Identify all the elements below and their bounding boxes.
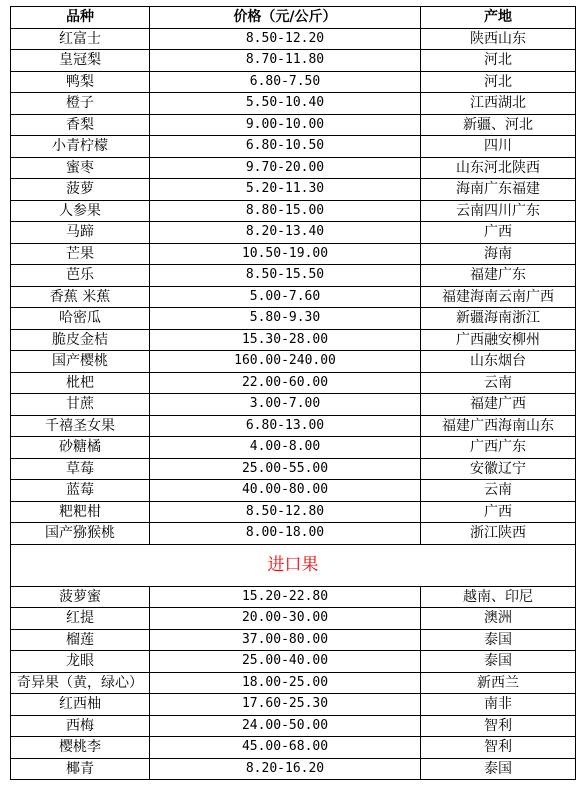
table-row — [11, 415, 576, 437]
price-cell: 15.20-22.80 — [150, 586, 421, 608]
variety-cell: 芒果 — [11, 243, 150, 265]
price-cell: 5.80-9.30 — [150, 308, 421, 330]
table-row — [11, 157, 576, 179]
origin-cell: 广西广东 — [421, 437, 576, 459]
variety-cell: 红富士 — [11, 28, 150, 50]
table-row — [11, 28, 576, 50]
origin-cell: 云南 — [421, 372, 576, 394]
table-row — [11, 394, 576, 416]
price-cell: 9.00-10.00 — [150, 114, 421, 136]
fruit-price-table — [10, 6, 576, 780]
price-cell: 24.00-50.00 — [150, 715, 421, 737]
variety-cell: 椰青 — [11, 758, 150, 780]
price-cell: 8.50-12.80 — [150, 501, 421, 523]
variety-cell: 蓝莓 — [11, 480, 150, 502]
variety-cell: 人参果 — [11, 200, 150, 222]
origin-cell: 海南广东福建 — [421, 179, 576, 201]
origin-cell: 泰国 — [421, 629, 576, 651]
price-cell: 8.20-16.20 — [150, 758, 421, 780]
variety-cell: 马蹄 — [11, 222, 150, 244]
table-row — [11, 329, 576, 351]
price-cell: 8.50-15.50 — [150, 265, 421, 287]
price-cell: 4.00-8.00 — [150, 437, 421, 459]
variety-cell: 千禧圣女果 — [11, 415, 150, 437]
header-row — [11, 7, 576, 29]
table-row — [11, 200, 576, 222]
table-row — [11, 651, 576, 673]
price-cell: 25.00-40.00 — [150, 651, 421, 673]
price-cell: 20.00-30.00 — [150, 608, 421, 630]
origin-cell: 福建广东 — [421, 265, 576, 287]
table-row — [11, 608, 576, 630]
variety-cell: 龙眼 — [11, 651, 150, 673]
origin-cell: 福建广西海南山东 — [421, 415, 576, 437]
origin-cell: 广西 — [421, 222, 576, 244]
table-row — [11, 308, 576, 330]
table-row — [11, 243, 576, 265]
price-cell: 22.00-60.00 — [150, 372, 421, 394]
origin-cell: 云南四川广东 — [421, 200, 576, 222]
header-price: 价格（元/公斤） — [150, 7, 421, 29]
price-cell: 45.00-68.00 — [150, 737, 421, 759]
variety-cell: 小青柠檬 — [11, 136, 150, 158]
origin-cell: 山东烟台 — [421, 351, 576, 373]
price-cell: 18.00-25.00 — [150, 672, 421, 694]
price-cell: 15.30-28.00 — [150, 329, 421, 351]
variety-cell: 香梨 — [11, 114, 150, 136]
price-cell: 5.00-7.60 — [150, 286, 421, 308]
table-row — [11, 629, 576, 651]
table-row — [11, 114, 576, 136]
table-row — [11, 136, 576, 158]
origin-cell: 山东河北陕西 — [421, 157, 576, 179]
table-row — [11, 265, 576, 287]
table-row — [11, 93, 576, 115]
variety-cell: 红提 — [11, 608, 150, 630]
price-cell: 8.50-12.20 — [150, 28, 421, 50]
variety-cell: 蜜枣 — [11, 157, 150, 179]
table-row — [11, 286, 576, 308]
table-row — [11, 222, 576, 244]
table-row — [11, 71, 576, 93]
origin-cell: 越南、印尼 — [421, 586, 576, 608]
variety-cell: 鸭梨 — [11, 71, 150, 93]
origin-cell: 云南 — [421, 480, 576, 502]
variety-cell: 砂糖橘 — [11, 437, 150, 459]
variety-cell: 菠萝蜜 — [11, 586, 150, 608]
table-row — [11, 715, 576, 737]
origin-cell: 河北 — [421, 50, 576, 72]
origin-cell: 福建广西 — [421, 394, 576, 416]
origin-cell: 泰国 — [421, 758, 576, 780]
price-cell: 5.50-10.40 — [150, 93, 421, 115]
origin-cell: 安徽辽宁 — [421, 458, 576, 480]
price-cell: 160.00-240.00 — [150, 351, 421, 373]
origin-cell: 福建海南云南广西 — [421, 286, 576, 308]
table-row — [11, 672, 576, 694]
variety-cell: 奇异果（黄，绿心） — [11, 672, 150, 694]
price-cell: 6.80-7.50 — [150, 71, 421, 93]
variety-cell: 西梅 — [11, 715, 150, 737]
price-cell: 8.20-13.40 — [150, 222, 421, 244]
header-origin: 产地 — [421, 7, 576, 29]
table-body — [11, 7, 576, 780]
variety-cell: 榴莲 — [11, 629, 150, 651]
table-row — [11, 501, 576, 523]
price-cell: 40.00-80.00 — [150, 480, 421, 502]
header-variety: 品种 — [11, 7, 150, 29]
origin-cell: 江西湖北 — [421, 93, 576, 115]
origin-cell: 海南 — [421, 243, 576, 265]
price-cell: 8.00-18.00 — [150, 523, 421, 545]
variety-cell: 草莓 — [11, 458, 150, 480]
variety-cell: 菠萝 — [11, 179, 150, 201]
table-row — [11, 351, 576, 373]
table-row — [11, 758, 576, 780]
price-cell: 37.00-80.00 — [150, 629, 421, 651]
variety-cell: 粑粑柑 — [11, 501, 150, 523]
variety-cell: 香蕉 米蕉 — [11, 286, 150, 308]
origin-cell: 陕西山东 — [421, 28, 576, 50]
table-row — [11, 523, 576, 545]
table-row — [11, 737, 576, 759]
variety-cell: 樱桃李 — [11, 737, 150, 759]
price-cell: 6.80-10.50 — [150, 136, 421, 158]
variety-cell: 脆皮金桔 — [11, 329, 150, 351]
table-row — [11, 586, 576, 608]
table-row — [11, 50, 576, 72]
table-row — [11, 480, 576, 502]
origin-cell: 新西兰 — [421, 672, 576, 694]
origin-cell: 广西 — [421, 501, 576, 523]
origin-cell: 河北 — [421, 71, 576, 93]
origin-cell: 南非 — [421, 694, 576, 716]
variety-cell: 橙子 — [11, 93, 150, 115]
price-cell: 17.60-25.30 — [150, 694, 421, 716]
variety-cell: 哈密瓜 — [11, 308, 150, 330]
variety-cell: 国产猕猴桃 — [11, 523, 150, 545]
origin-cell: 广西融安柳州 — [421, 329, 576, 351]
table-row — [11, 437, 576, 459]
price-cell: 10.50-19.00 — [150, 243, 421, 265]
price-cell: 9.70-20.00 — [150, 157, 421, 179]
origin-cell: 四川 — [421, 136, 576, 158]
price-cell: 6.80-13.00 — [150, 415, 421, 437]
variety-cell: 枇杷 — [11, 372, 150, 394]
variety-cell: 国产樱桃 — [11, 351, 150, 373]
origin-cell: 澳洲 — [421, 608, 576, 630]
section-row — [11, 544, 576, 586]
table-row — [11, 458, 576, 480]
origin-cell: 浙江陕西 — [421, 523, 576, 545]
price-cell: 8.80-15.00 — [150, 200, 421, 222]
variety-cell: 甘蔗 — [11, 394, 150, 416]
origin-cell: 智利 — [421, 715, 576, 737]
price-cell: 8.70-11.80 — [150, 50, 421, 72]
variety-cell: 芭乐 — [11, 265, 150, 287]
table-row — [11, 694, 576, 716]
variety-cell: 红西柚 — [11, 694, 150, 716]
variety-cell: 皇冠梨 — [11, 50, 150, 72]
table-row — [11, 372, 576, 394]
origin-cell: 新疆、河北 — [421, 114, 576, 136]
price-cell: 3.00-7.00 — [150, 394, 421, 416]
table-row — [11, 179, 576, 201]
origin-cell: 新疆海南浙江 — [421, 308, 576, 330]
origin-cell: 泰国 — [421, 651, 576, 673]
price-cell: 5.20-11.30 — [150, 179, 421, 201]
origin-cell: 智利 — [421, 737, 576, 759]
price-cell: 25.00-55.00 — [150, 458, 421, 480]
section-title: 进口果 — [11, 544, 576, 586]
